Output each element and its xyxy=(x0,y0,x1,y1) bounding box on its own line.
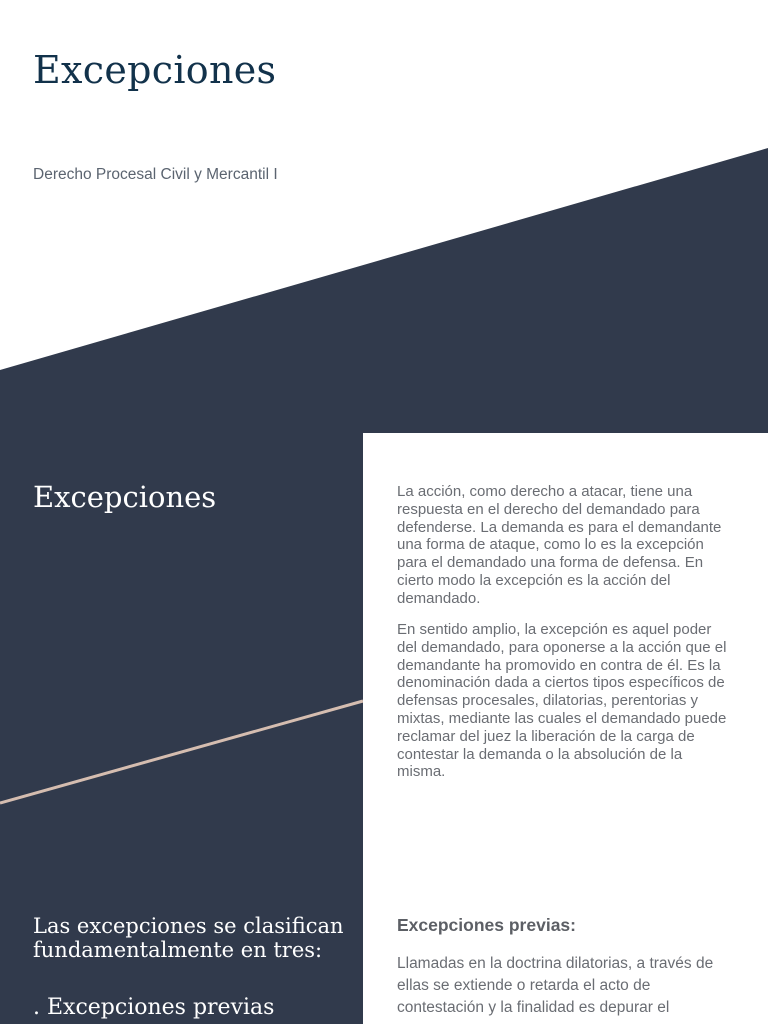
previas-body: Llamadas en la doctrina dilatorias, a través de ellas se extiende o retarda el acto de contestación y la finalidad es depurar el xyxy=(397,955,714,1016)
page-subtitle: Derecho Procesal Civil y Mercantil I xyxy=(33,166,278,183)
classification-intro: Las excepciones se clasifican fundamentalmente en tres: xyxy=(33,914,344,962)
page-title: Excepciones xyxy=(33,48,277,92)
definition-paragraph-1: La acción, como derecho a atacar, tiene una respuesta en el derecho del demandado para defenderse. La demanda es para el demandante una forma de ataque, como lo es la excepción para el demandado una forma de defensa. En cierto modo la excepción es la acción del demandado. xyxy=(397,483,722,607)
section-heading: Excepciones xyxy=(33,480,217,514)
classification-item-previas: . Excepciones previas xyxy=(33,995,275,1020)
previas-heading: Excepciones previas: xyxy=(397,915,576,935)
definition-paragraph-2: En sentido amplio, la excepción es aquel poder del demandado, para oponerse a la acción que el demandante ha promovido en contra de él. Es la denominación dada a ciertos tipos específicos de defensas procesales, dilatorias, perentorias y mixtas, mediante las cuales el demandado puede reclamar del juez la liberación de la carga de contestar la demanda o la absolución de la misma. xyxy=(397,621,727,781)
